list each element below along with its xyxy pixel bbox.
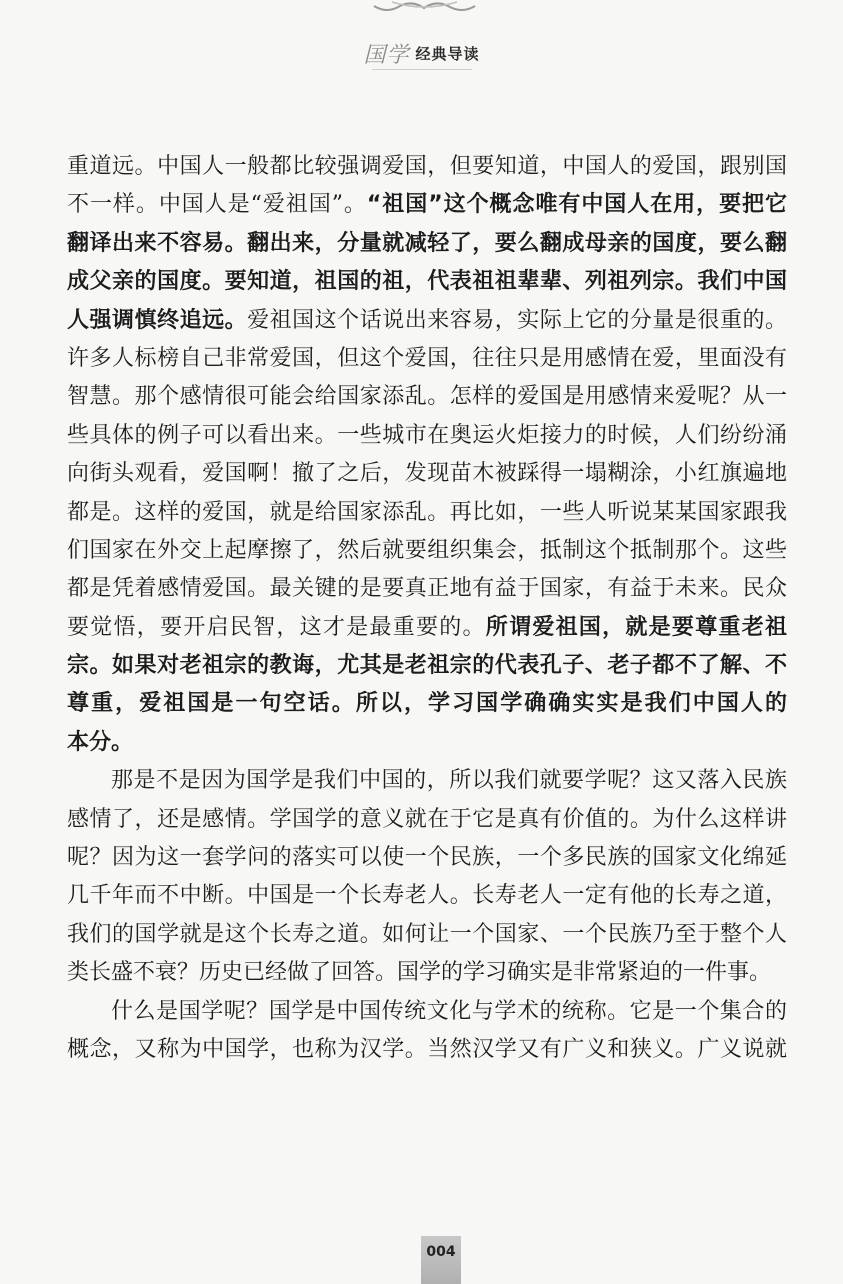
text-segment: 呢？因为这一套学问的落实可以使一个民族，一个多民族的国家文化绵延 <box>67 845 787 871</box>
header-rule <box>372 69 472 70</box>
text-line <box>67 762 787 800</box>
text-line <box>67 724 787 762</box>
text-segment: 们国家在外交上起摩擦了，然后就要组织集会，抵制这个抵制那个。这些 <box>67 537 787 563</box>
bold-text-segment: 成父亲的国度。要知道，祖国的祖，代表祖祖辈辈、列祖列宗。我们中国 <box>67 269 787 295</box>
text-line <box>67 570 787 608</box>
bold-text-segment: 翻译出来不容易。翻出来，分量就减轻了，要么翻成母亲的国度，要么翻 <box>67 230 787 256</box>
bold-text-segment: 所谓爱祖国，就是要尊重老祖 <box>485 614 787 640</box>
top-ornament <box>372 0 477 14</box>
bold-text-segment: 本分。 <box>67 729 134 755</box>
text-line <box>67 1031 787 1069</box>
text-segment: 智慧。那个感情很可能会给国家添乱。怎样的爱国是用感情来爱呢？从一 <box>67 384 787 410</box>
text-segment: 不一样。中国人是“爱祖国”。 <box>67 192 367 218</box>
bold-text-segment: “祖国”这个概念唯有中国人在用，要把它 <box>366 192 787 218</box>
text-segment: 爱祖国这个话说出来容易，实际上它的分量是很重的。 <box>247 307 787 333</box>
text-line <box>67 186 787 224</box>
text-line <box>67 801 787 839</box>
header-logo: 国学 <box>363 42 410 68</box>
header-subtitle: 经典导读 <box>415 44 480 63</box>
text-segment: 许多人标榜自己非常爱国，但这个爱国，往往只是用感情在爱，里面没有 <box>67 345 787 371</box>
page-number-tab <box>421 1236 461 1284</box>
text-line <box>67 378 787 416</box>
text-segment: 几千年而不中断。中国是一个长寿老人。长寿老人一定有他的长寿之道， <box>67 883 787 909</box>
text-line <box>67 877 787 915</box>
text-segment: 些具体的例子可以看出来。一些城市在奥运火炬接力的时候，人们纷纷涌 <box>67 422 787 448</box>
bold-text-segment: 尊重，爱祖国是一句空话。所以，学习国学确确实实是我们中国人的 <box>67 691 787 717</box>
text-line <box>67 302 787 340</box>
text-segment: 那是不是因为国学是我们中国的，所以我们就要学呢？这又落入民族 <box>111 768 787 794</box>
text-line <box>67 340 787 378</box>
text-line <box>67 148 787 186</box>
text-line <box>67 455 787 493</box>
text-line <box>67 532 787 570</box>
text-line <box>67 225 787 263</box>
text-line <box>67 417 787 455</box>
page-number: 004 <box>426 1244 456 1260</box>
text-segment: 要觉悟，要开启民智，这才是最重要的。 <box>67 614 486 640</box>
running-header <box>0 38 843 68</box>
text-segment: 类长盛不衰？历史已经做了回答。国学的学习确实是非常紧迫的一件事。 <box>67 960 772 986</box>
text-segment: 都是。这样的爱国，就是给国家添乱。再比如，一些人听说某某国家跟我 <box>67 499 787 525</box>
text-segment: 感情了，还是感情。学国学的意义就在于它是真有价值的。为什么这样讲 <box>67 806 787 832</box>
text-line <box>67 993 787 1031</box>
text-line <box>67 954 787 992</box>
text-line <box>67 839 787 877</box>
text-segment: 概念，又称为中国学，也称为汉学。当然汉学又有广义和狭义。广义说就 <box>67 1036 787 1062</box>
text-line <box>67 916 787 954</box>
text-line <box>67 494 787 532</box>
text-segment: 我们的国学就是这个长寿之道。如何让一个国家、一个民族乃至于整个人 <box>67 921 787 947</box>
text-line <box>67 647 787 685</box>
text-segment: 重道远。中国人一般都比较强调爱国，但要知道，中国人的爱国，跟别国 <box>67 154 787 179</box>
text-segment: 什么是国学呢？国学是中国传统文化与学术的统称。它是一个集合的 <box>111 998 787 1024</box>
text-segment: 都是凭着感情爱国。最关键的是要真正地有益于国家，有益于未来。民众 <box>67 576 787 602</box>
text-line <box>67 685 787 723</box>
body-text <box>67 148 787 1069</box>
text-line <box>67 609 787 647</box>
bold-text-segment: 宗。如果对老祖宗的教诲，尤其是老祖宗的代表孔子、老子都不了解、不 <box>67 653 787 679</box>
bold-text-segment: 人强调慎终追远。 <box>67 307 248 333</box>
text-line <box>67 263 787 301</box>
text-segment: 向街头观看，爱国啊！撤了之后，发现苗木被踩得一塌糊涂，小红旗遍地 <box>67 461 787 487</box>
